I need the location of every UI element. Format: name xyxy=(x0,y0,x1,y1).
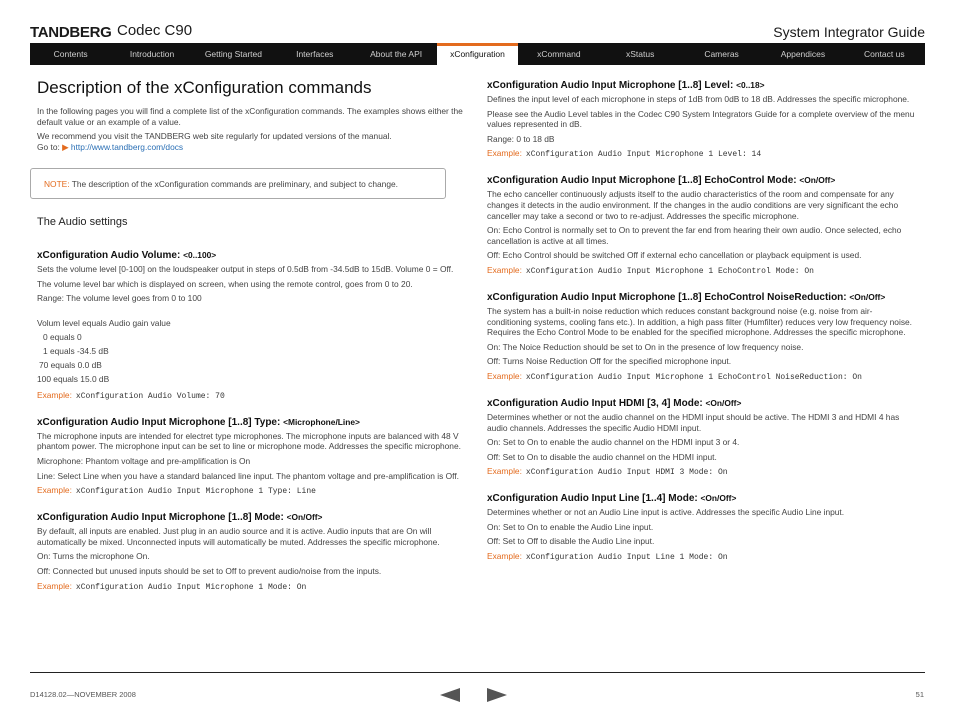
gain-row: 0 equals 0 xyxy=(43,331,82,342)
command-heading: xConfiguration Audio Input Microphone [1..8] Mode: <On/Off> xyxy=(37,512,323,524)
command-heading: xConfiguration Audio Volume: <0..100> xyxy=(37,250,217,261)
example-line: Example: xConfiguration Audio Input Microphone 1 Mode: On xyxy=(37,580,307,592)
nav-tab-xcommand[interactable]: xCommand xyxy=(537,49,581,59)
command-description: On: Set to On to enable the Audio Line input. xyxy=(487,521,654,532)
command-description: On: Set to On to enable the audio channel on the HDMI input 3 or 4. xyxy=(487,437,740,448)
command-description: Defines the input level of each microphone in steps of 1dB from 0dB to 18 dB. Addresses the specific microphone. xyxy=(487,94,910,104)
example-line: Example: xConfiguration Audio Input Microphone 1 EchoControl Mode: On xyxy=(487,264,814,276)
gain-row: 1 equals -34.5 dB xyxy=(43,345,109,356)
example-line: Example: xConfiguration Audio Input Microphone 1 EchoControl NoiseReduction: On xyxy=(487,370,862,382)
command-description: Line: Select Line when you have a standard balanced line input. The phantom voltage and pre-amplification is Off. xyxy=(37,470,459,481)
command-description: Range: 0 to 18 dB xyxy=(487,133,555,144)
link-arrow-icon: ▶ xyxy=(62,141,69,152)
command-description: Microphone: Phantom voltage and pre-amplification is On xyxy=(37,455,251,466)
nav-tab-xstatus[interactable]: xStatus xyxy=(626,49,655,59)
command-description: Off: Connected but unused inputs should be set to Off to prevent audio/noise from the inputs. xyxy=(37,565,382,576)
previous-page-icon[interactable] xyxy=(440,688,460,702)
intro-paragraph: In the following pages you will find a complete list of the xConfiguration commands. The examples shows either the default value or an example of a value. xyxy=(37,106,463,127)
left-column-settings xyxy=(37,216,467,596)
note-label: NOTE: xyxy=(44,179,70,189)
left-column xyxy=(37,78,467,156)
command-heading: xConfiguration Audio Input HDMI [3, 4] Mode: <On/Off> xyxy=(487,397,742,409)
example-line: Example: xConfiguration Audio Input Microphone 1 Type: Line xyxy=(37,485,316,497)
command-heading: xConfiguration Audio Input Microphone [1..8] Level: <0..18> xyxy=(487,80,765,91)
command-description: Please see the Audio Level tables in the Codec C90 System Integrators Guide for a complete overview of the menu values represented in dB. xyxy=(487,108,915,130)
command-description: Range: The volume level goes from 0 to 100 xyxy=(37,293,202,304)
note-box xyxy=(30,168,446,199)
next-page-icon[interactable] xyxy=(487,688,507,702)
command-description: The volume level bar which is displayed on screen, when using the remote control, goes from 0 to 20. xyxy=(37,278,413,289)
nav-tab-introduction[interactable]: Introduction xyxy=(129,49,175,59)
example-line: Example: xConfiguration Audio Input Line 1 Mode: On xyxy=(487,551,728,563)
nav-tab-cameras[interactable]: Cameras xyxy=(704,49,739,59)
command-heading: xConfiguration Audio Input Microphone [1..8] EchoControl NoiseReduction: <On/Off> xyxy=(487,291,886,303)
footer-divider xyxy=(30,672,925,673)
gain-table xyxy=(37,316,467,386)
nav-tab-contents[interactable]: Contents xyxy=(53,49,88,59)
command-description: On: Turns the microphone On. xyxy=(37,551,150,562)
command-heading: xConfiguration Audio Input Line [1..4] Mode: <On/Off> xyxy=(487,493,737,505)
section-heading: The Audio settings xyxy=(37,216,128,228)
example-line: Example: xConfiguration Audio Input HDMI 3 Mode: On xyxy=(487,466,728,478)
right-column xyxy=(487,68,917,566)
command-description: Off: Set to On to disable the audio channel on the HDMI input. xyxy=(487,451,717,462)
nav-tab-xconfiguration[interactable]: xConfiguration xyxy=(437,43,518,65)
command-description: The system has a built-in noise reduction which reduces constant background noise (e.g. noise from air-conditioning systems, cooling fans etc.). In addition, a high pass filter (Humfilter) reduces very low frequency noise. Requires the Echo Control Mode to be enabled for the specified microphone. Addresses the specific microphone. xyxy=(487,305,912,338)
gain-row: 100 equals 15.0 dB xyxy=(37,373,110,384)
command-description: The echo canceller continuously adjusts itself to the audio characteristics of the room and compensate for any changes it detects in the audio environment. If the changes in the audio conditions are very significant the echo canceller may take a second or two to re-adjust. Addresses the specific microphone. xyxy=(487,189,899,221)
document-id: D14128.02—NOVEMBER 2008 xyxy=(30,690,136,699)
intro-paragraph: We recommend you visit the TANDBERG web site regularly for updated versions of the manual. Go to: ▶ http://www.tandberg.com/docs xyxy=(37,131,392,152)
command-description: The microphone inputs are intended for electret type microphones. The microphone inputs are balanced with 48 V phantom power. The microphone input can be set to line or microphone mode. Addresses the specific microphone. xyxy=(37,430,461,452)
docs-link[interactable]: http://www.tandberg.com/docs xyxy=(70,141,184,152)
command-heading: xConfiguration Audio Input Microphone [1..8] EchoControl Mode: <On/Off> xyxy=(487,175,836,187)
command-description: Off: Set to Off to disable the Audio Line input. xyxy=(487,536,655,547)
example-line: Example: xConfiguration Audio Volume: 70 xyxy=(37,389,225,401)
chapter-nav xyxy=(30,43,925,65)
command-description: Off: Turns Noise Reduction Off for the specified microphone input. xyxy=(487,356,732,367)
nav-tab-interfaces[interactable]: Interfaces xyxy=(296,49,334,59)
nav-tab-about-the-api[interactable]: About the API xyxy=(370,49,423,59)
nav-tab-appendices[interactable]: Appendices xyxy=(780,49,826,59)
nav-tab-getting-started[interactable]: Getting Started xyxy=(204,49,262,59)
command-heading: xConfiguration Audio Input Microphone [1..8] Type: <Microphone/Line> xyxy=(37,416,360,428)
page-title: Description of the xConfiguration commands xyxy=(37,78,372,97)
command-description: Sets the volume level [0-100] on the loudspeaker output in steps of 0.5dB from -34.5dB to 15dB. Volume 0 = Off. xyxy=(37,264,454,274)
brand-logo: TANDBERG xyxy=(30,24,112,41)
command-description: Off: Echo Control should be switched Off if external echo cancellation or playback equipment is used. xyxy=(487,250,862,261)
nav-tab-contact-us[interactable]: Contact us xyxy=(863,49,905,59)
note-text: The description of the xConfiguration commands are preliminary, and subject to change. xyxy=(71,179,398,189)
command-description: Determines whether or not the audio channel on the HDMI input should be active. The HDMI 3 and HDMI 4 has audio channels. Addresses the specific Audio HDMI input. xyxy=(487,411,900,433)
command-description: On: The Noice Reduction should be set to On in the presence of low frequency noise. xyxy=(487,341,804,352)
product-name: Codec C90 xyxy=(117,22,193,39)
command-description: By default, all inputs are enabled. Just plug in an audio source and it is active. Audio inputs that are On will automatically be mixed. Unconnected inputs will automatically be muted. Addresses the specific microphone. xyxy=(37,526,440,547)
gain-table-title: Volum level equals Audio gain value xyxy=(37,317,171,328)
command-description: On: Echo Control is normally set to On to prevent the far end from hearing their own audio. Once selected, echo cancellation is active at all times. xyxy=(487,225,902,246)
gain-row: 70 equals 0.0 dB xyxy=(39,359,102,370)
example-line: Example: xConfiguration Audio Input Microphone 1 Level: 14 xyxy=(487,148,762,160)
guide-title: System Integrator Guide xyxy=(773,24,925,40)
page-number: 51 xyxy=(915,690,924,699)
command-description: Determines whether or not an Audio Line input is active. Addresses the specific Audio Line input. xyxy=(487,507,845,518)
